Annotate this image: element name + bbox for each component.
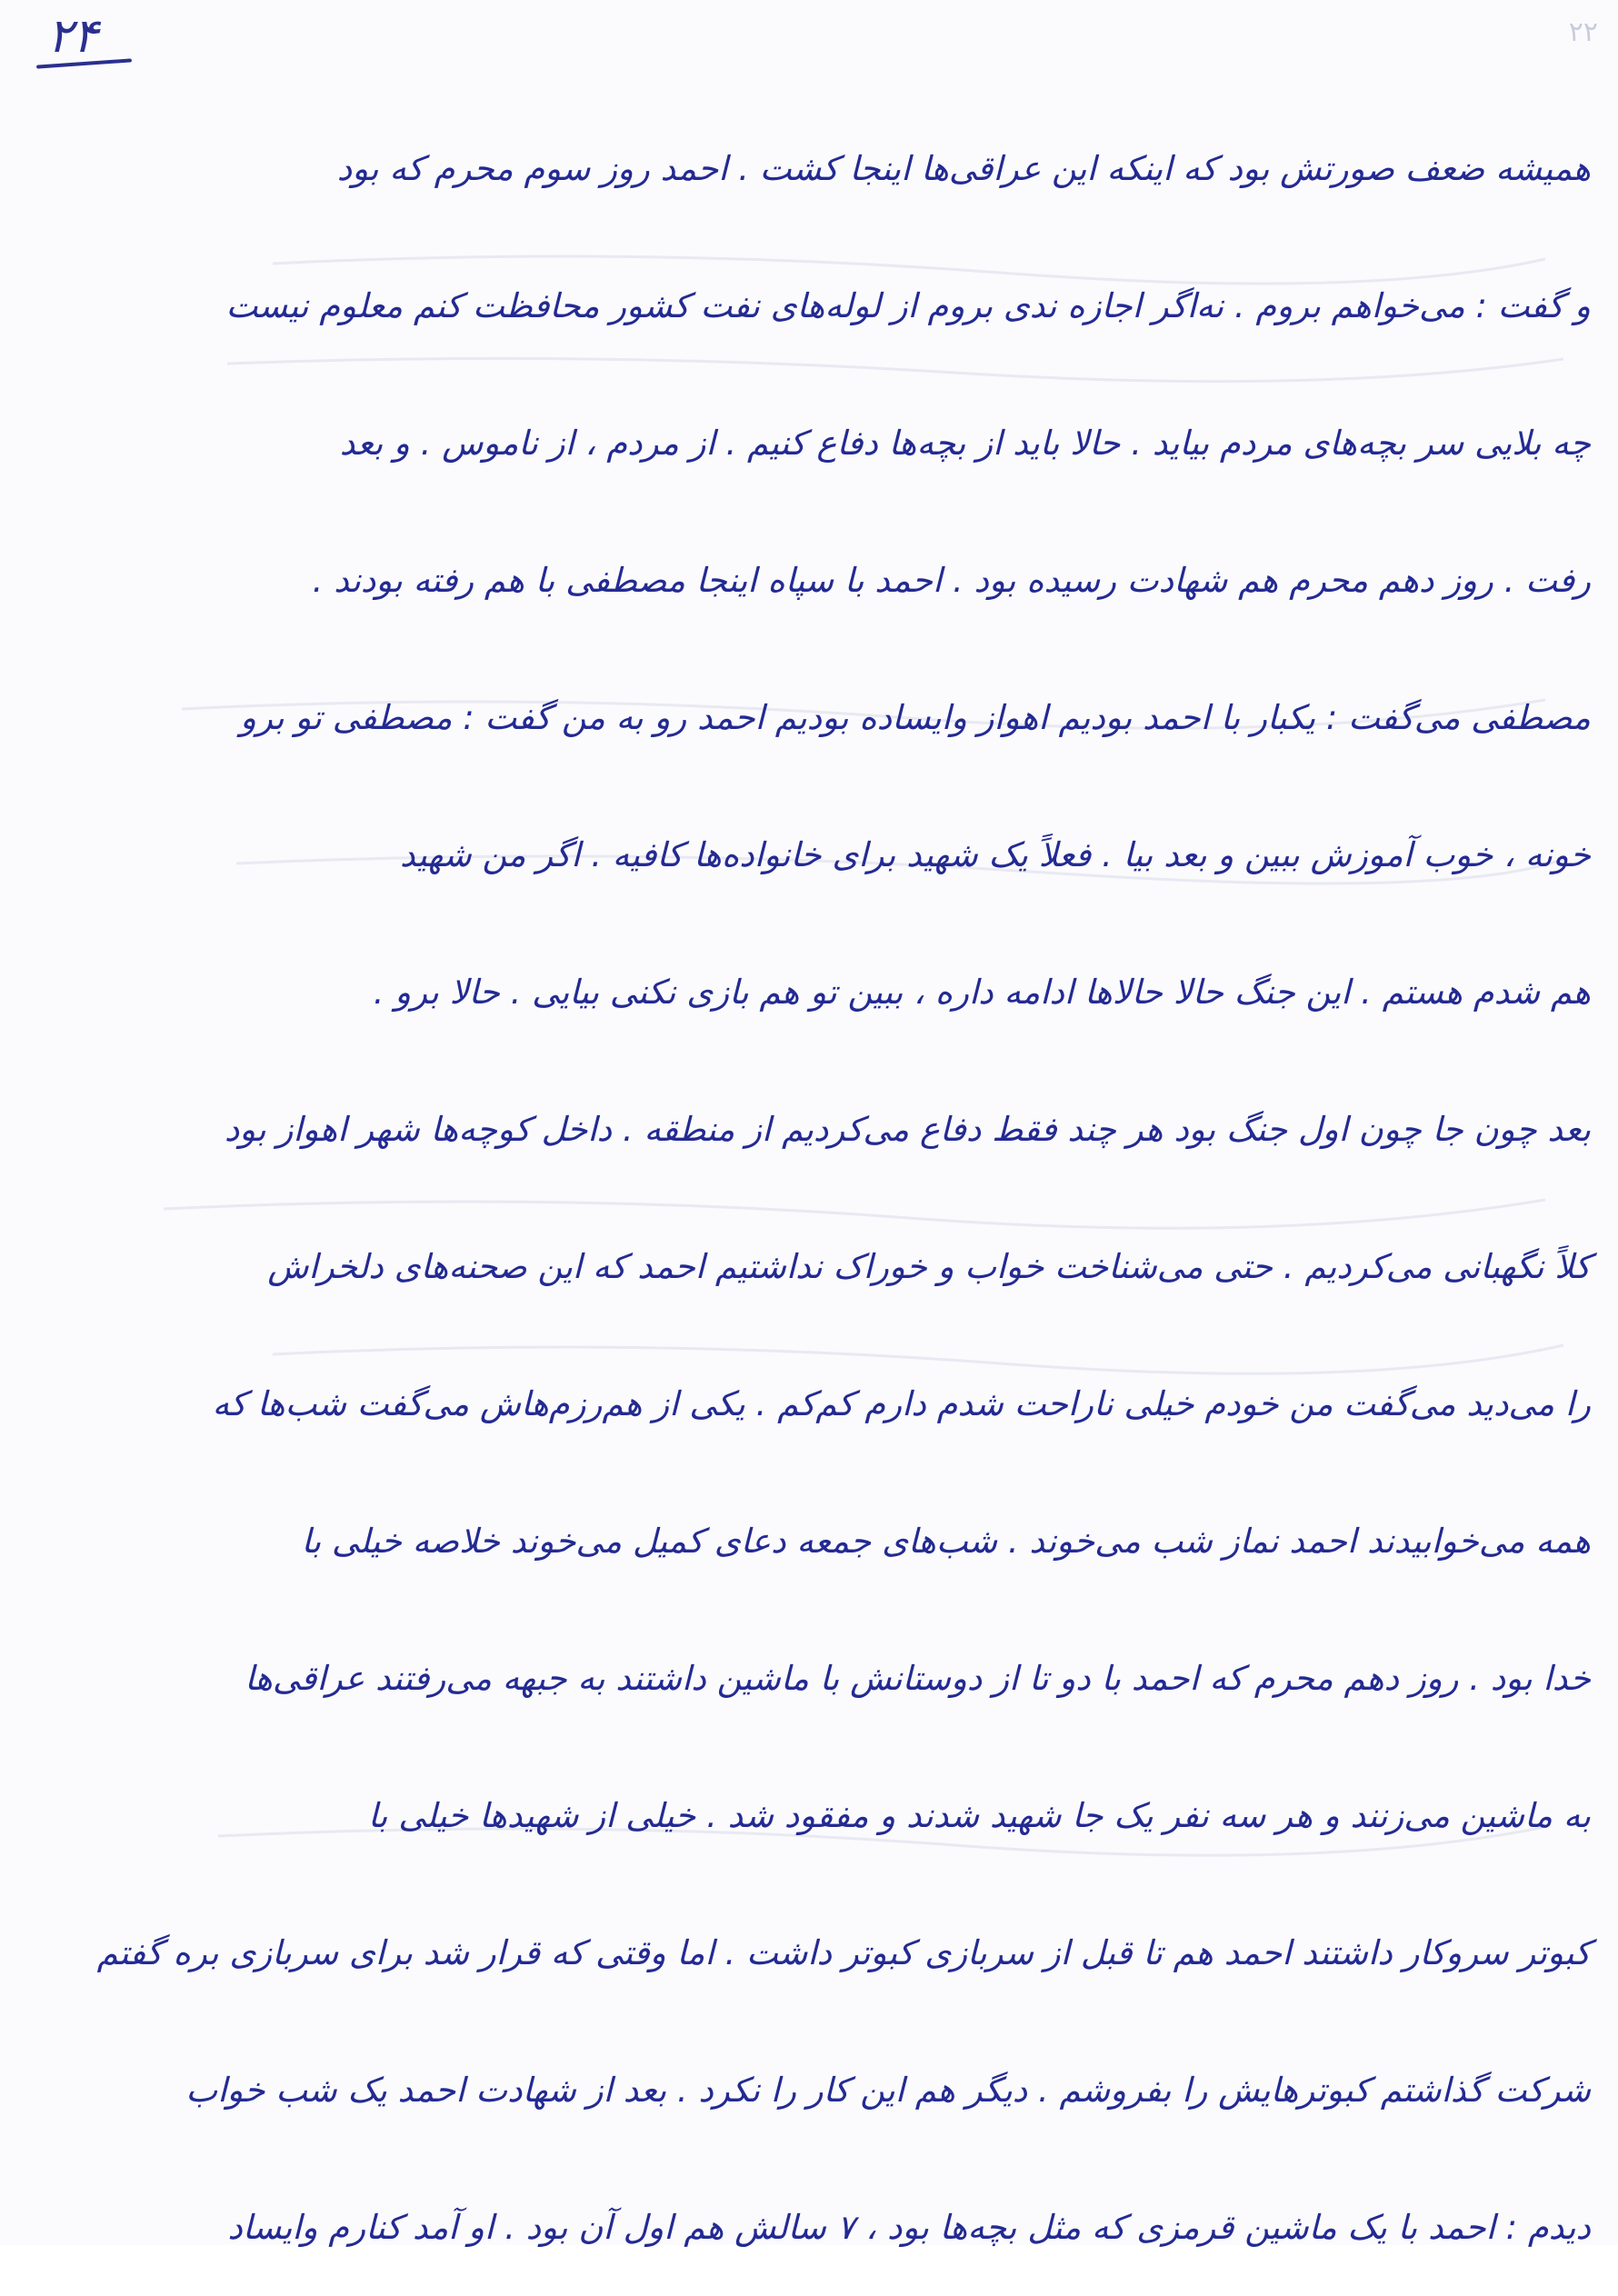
text-line: همه می‌خوابیدند احمد نماز شب می‌خوند . شب‌های جمعه دعای کمیل می‌خوند خلاصه خیلی با bbox=[301, 1522, 1591, 1561]
page-number: ۲۴ bbox=[47, 9, 98, 64]
text-line: کلاً نگهبانی می‌کردیم . حتی می‌شناخت خواب و خوراک نداشتیم احمد که این صحنه‌های دلخراش bbox=[267, 1247, 1591, 1286]
text-line: خدا بود . روز دهم محرم که احمد با دو تا از دوستانش با ماشین داشتند به جبهه می‌رفتند عراقی‌ها bbox=[245, 1659, 1591, 1698]
text-line: همیشه ضعف صورتش بود که اینکه این عراقی‌ها اینجا کشت . احمد روز سوم محرم که بود bbox=[336, 149, 1591, 188]
text-line: و گفت : می‌خواهم بروم . نه‌اگر اجازه ندی بروم از لوله‌های نفت کشور محافظت کنم معلوم نیست bbox=[225, 286, 1591, 325]
text-line: هم شدم هستم . این جنگ حالا حالاها ادامه داره ، ببین تو هم بازی نکنی بیایی . حالا برو . bbox=[373, 973, 1591, 1012]
handwritten-text-block bbox=[27, 100, 1591, 2296]
text-line: به ماشین می‌زنند و هر سه نفر یک جا شهید شدند و مفقود شد . خیلی از شهیدها خیلی با bbox=[367, 1796, 1591, 1835]
text-line: دیدم : احمد با یک ماشین قرمزی که مثل بچه‌ها بود ، ۷ سالش هم اول آن بود . او آمد کنارم وایساد bbox=[227, 2208, 1591, 2247]
text-line: خونه ، خوب آموزش ببین و بعد بیا . فعلاً یک شهید برای خانواده‌ها کافیه . اگر من شهید bbox=[400, 835, 1591, 874]
faint-corner-mark: ۲۲ bbox=[1568, 16, 1598, 48]
text-line: شرکت گذاشتم کبوترهایش را بفروشم . دیگر هم این کار را نکرد . بعد از شهادت احمد یک شب خواب bbox=[185, 2071, 1591, 2110]
text-line: رفت . روز دهم محرم هم شهادت رسیده بود . احمد با سپاه اینجا مصطفی با هم رفته بودند . bbox=[312, 561, 1591, 600]
text-line: کبوتر سروکار داشتند احمد هم تا قبل از سربازی کبوتر داشت . اما وقتی که قرار شد برای سربازی بره گفتم bbox=[96, 1933, 1591, 1972]
text-line: مصطفی می‌گفت : یکبار با احمد بودیم اهواز وایساده بودیم احمد رو به من گفت : مصطفی تو برو bbox=[240, 698, 1591, 737]
text-line: بعد چون جا چون اول جنگ بود هر چند فقط دفاع می‌کردیم از منطقه . داخل کوچه‌ها شهر اهواز بود bbox=[224, 1110, 1591, 1149]
text-line: را می‌دید می‌گفت من خودم خیلی ناراحت شدم دارم کم‌کم . یکی از هم‌رزم‌هاش می‌گفت شب‌ها که bbox=[212, 1384, 1591, 1423]
text-line: چه بلایی سر بچه‌های مردم بیاید . حالا باید از بچه‌ها دفاع کنیم . از مردم ، از ناموس . و بعد bbox=[339, 424, 1591, 463]
